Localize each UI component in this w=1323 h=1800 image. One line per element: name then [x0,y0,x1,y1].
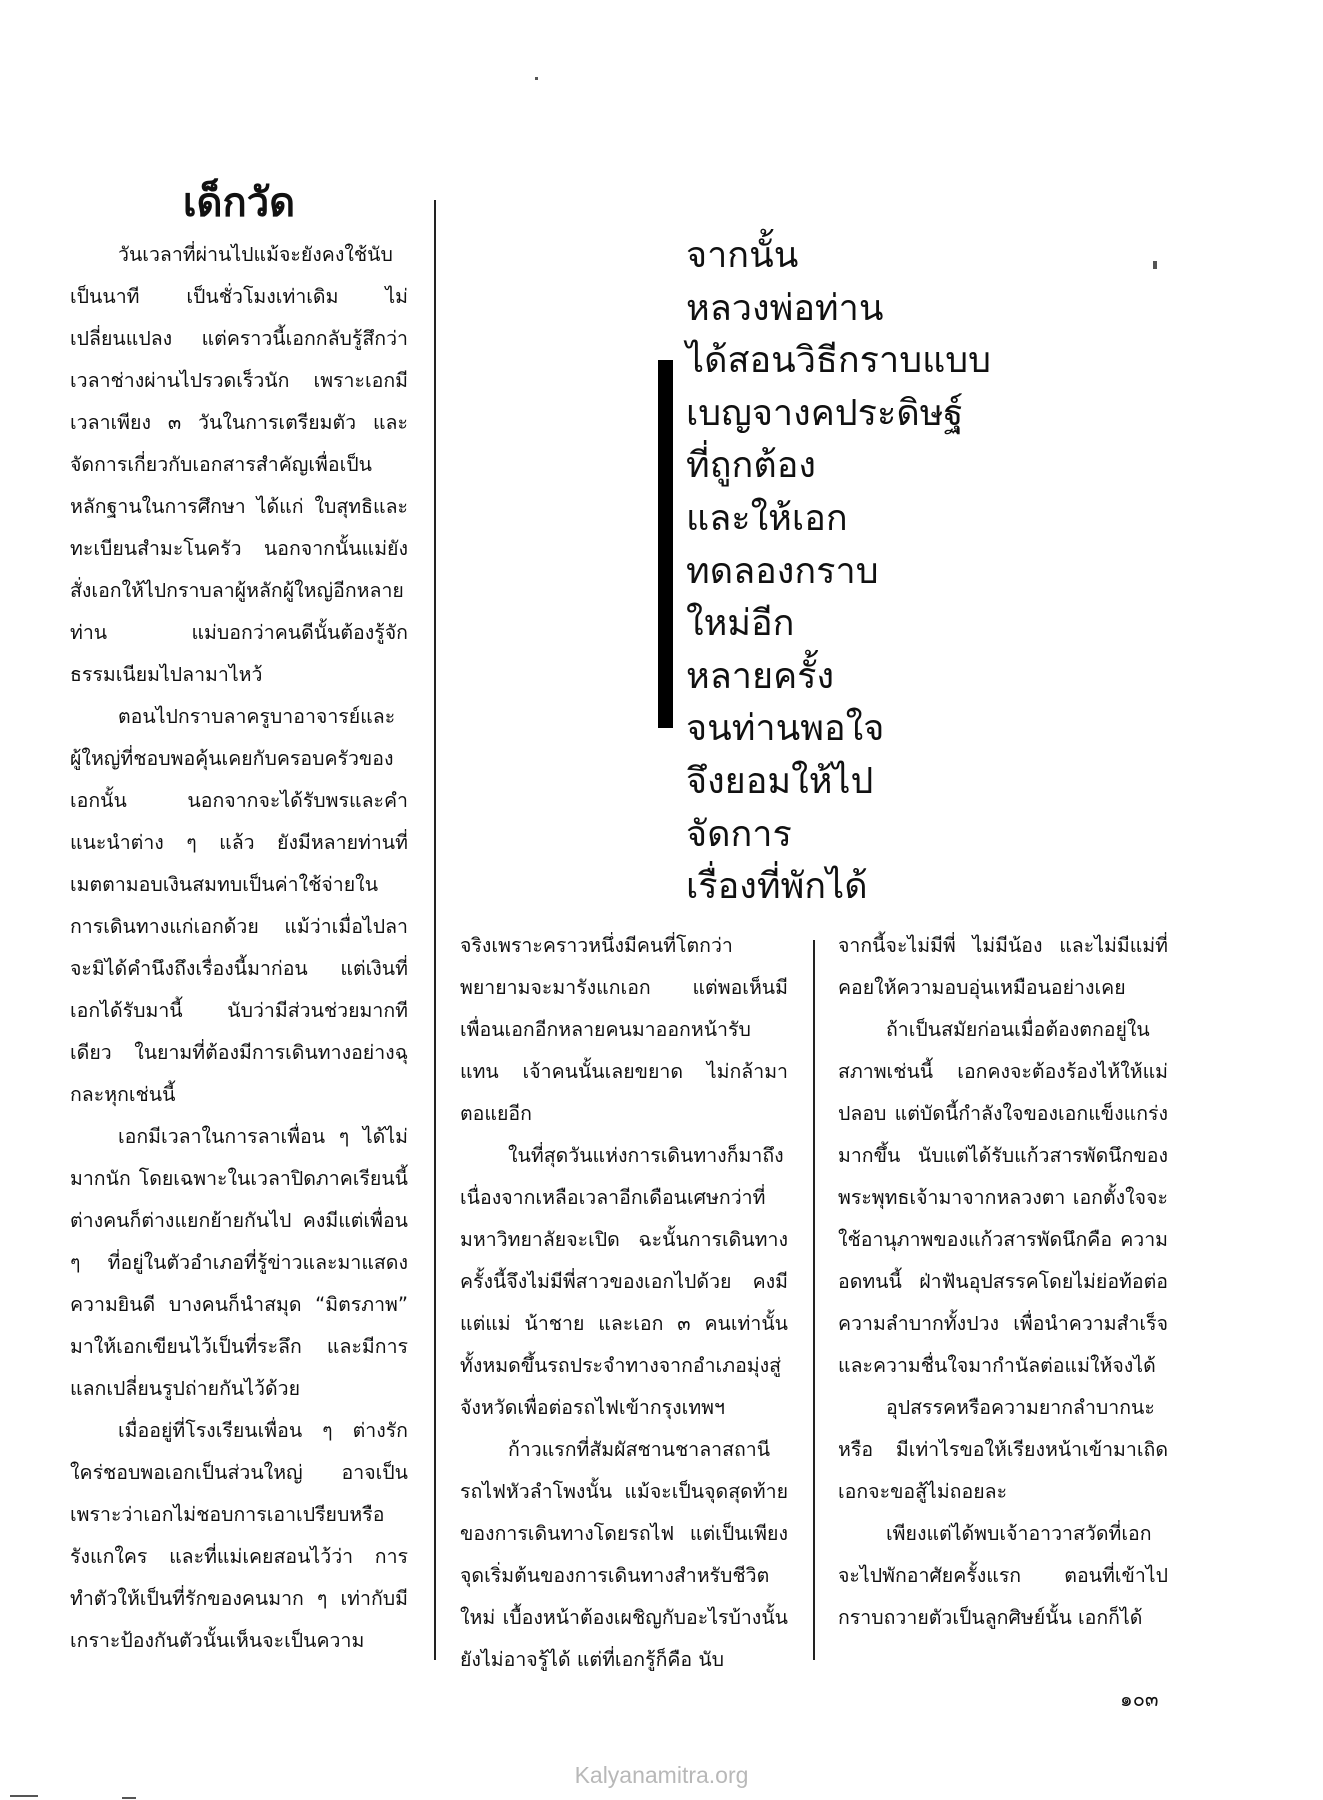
paragraph: เมื่ออยู่ที่โรงเรียนเพื่อน ๆ ต่างรักใคร่ชอบพอเอกเป็นส่วนใหญ่ อาจเป็นเพราะว่าเอกไม่ชอบการเอาเปรียบหรือรังแกใคร และที่แม่เคยสอนไว้ว่า การทำตัวให้เป็นที่รักของคนมาก ๆ เท่ากับมีเกราะป้องกันตัวนั้นเห็นจะเป็นความ [70,1419,408,1652]
pull-quote-line: หลายครั้ง [686,655,835,697]
watermark: Kalyanamitra.org [574,1762,749,1788]
pull-quote-line: ใหม่อีก [686,603,795,645]
pull-quote-line: เรื่องที่พักได้ [686,866,868,908]
scan-speck [122,1797,136,1799]
column-divider [434,200,436,1660]
paragraph: วันเวลาที่ผ่านไปแม้จะยังคงใช้นับเป็นนาที เป็นชั่วโมงเท่าเดิม ไม่เปลี่ยนแปลง แต่คราวนี้เอกกลับรู้สึกว่าเวลาช่างผ่านไปรวดเร็วนัก เพราะเอกมีเวลาเพียง ๓ วันในการเตรียมตัว และจัดการเกี่ยวกับเอกสารสำคัญเพื่อเป็นหลักฐานในการศึกษา ได้แก่ ใบสุทธิและทะเบียนสำมะโนครัว นอกจากนั้นแม่ยังสั่งเอกให้ไปกราบลาผู้หลักผู้ใหญ่อีกหลายท่าน แม่บอกว่าคนดีนั้นต้องรู้จักธรรมเนียมไปลามาไหว้ [70,243,408,686]
paragraph: ตอนไปกราบลาครูบาอาจารย์และผู้ใหญ่ที่ชอบพอคุ้นเคยกับครอบครัวของเอกนั้น นอกจากจะได้รับพรและคำแนะนำต่าง ๆ แล้ว ยังมีหลายท่านที่เมตตามอบเงินสมทบเป็นค่าใช้จ่ายในการเดินทางแก่เอกด้วย แม้ว่าเมื่อไปลาจะมิได้คำนึงถึงเรื่องนี้มาก่อน แต่เงินที่เอกได้รับมานี้ นับว่ามีส่วนช่วยมากทีเดียว ในยามที่ต้องมีการเดินทางอย่างฉุกละหุกเช่นนี้ [70,705,408,1106]
pull-quote-line: หลวงพ่อท่าน [686,287,884,329]
pull-quote-line: ทดลองกราบ [686,550,879,592]
pull-quote-line: จากนั้น [686,235,799,276]
text-column-1 [70,234,408,1662]
paragraph: ถ้าเป็นสมัยก่อนเมื่อต้องตกอยู่ในสภาพเช่นนี้ เอกคงจะต้องร้องไห้ให้แม่ปลอบ แต่บัดนี้กำลังใจของเอกแข็งแกร่งมากขึ้น นับแต่ได้รับแก้วสารพัดนึกของพระพุทธเจ้ามาจากหลวงตา เอกตั้งใจจะใช้อานุภาพของแก้วสารพัดนึกคือ ความอดทนนี้ ฝ่าฟันอุปสรรคโดยไม่ย่อท้อต่อความลำบากทั้งปวง เพื่อนำความสำเร็จและความชื่นใจมากำนัลต่อแม่ให้จงได้ [838,1018,1168,1377]
pull-quote-bar [658,360,673,728]
paragraph: ในที่สุดวันแห่งการเดินทางก็มาถึง เนื่องจากเหลือเวลาอีกเดือนเศษกว่าที่มหาวิทยาลัยจะเปิด ฉะนั้นการเดินทางครั้งนี้จึงไม่มีพี่สาวของเอกไปด้วย คงมีแต่แม่ น้าชาย และเอก ๓ คนเท่านั้น ทั้งหมดขึ้นรถประจำทางจากอำเภอมุ่งสู่จังหวัดเพื่อต่อรถไฟเข้ากรุงเทพฯ [460,1144,788,1419]
pull-quote-line: จัดการ [686,813,792,855]
pull-quote-line: จนท่านพอใจ [686,708,885,750]
pull-quote [686,230,991,914]
scan-speck [535,77,538,80]
paragraph: ก้าวแรกที่สัมผัสชานชาลาสถานีรถไฟหัวลำโพงนั้น แม้จะเป็นจุดสุดท้ายของการเดินทางโดยรถไฟ แต่เป็นเพียงจุดเริ่มต้นของการเดินทางสำหรับชีวิตใหม่ เบื้องหน้าต้องเผชิญกับอะไรบ้างนั้นยังไม่อาจรู้ได้ แต่ที่เอกรู้ก็คือ นับ [460,1438,788,1671]
article-title: เด็กวัด [182,180,296,226]
scan-speck [1153,261,1157,269]
pull-quote-line: ที่ถูกต้อง [686,445,816,487]
scan-speck [10,1795,38,1797]
pull-quote-line: เบญจางคประดิษฐ์ [686,392,964,434]
paragraph: อุปสรรคหรือความยากลำบากนะหรือ มีเท่าไรขอให้เรียงหน้าเข้ามาเถิด เอกจะขอสู้ไม่ถอยละ [838,1396,1168,1503]
page-number: ๑๐๓ [1120,1687,1159,1711]
text-column-3 [838,925,1168,1639]
paragraph: เพียงแต่ได้พบเจ้าอาวาสวัดที่เอกจะไปพักอาศัยครั้งแรก ตอนที่เข้าไปกราบถวายตัวเป็นลูกศิษย์นั้น เอกก็ได้ [838,1522,1168,1629]
column-divider [813,940,815,1660]
paragraph: จากนี้จะไม่มีพี่ ไม่มีน้อง และไม่มีแม่ที่คอยให้ความอบอุ่นเหมือนอย่างเคย [838,934,1168,999]
pull-quote-line: จึงยอมให้ไป [686,760,874,802]
text-column-2 [460,925,788,1681]
pull-quote-line: และให้เอก [686,497,848,539]
pull-quote-line: ได้สอนวิธีกราบแบบ [686,340,991,382]
paragraph: เอกมีเวลาในการลาเพื่อน ๆ ได้ไม่มากนัก โดยเฉพาะในเวลาปิดภาคเรียนนี้ ต่างคนก็ต่างแยกย้ายกันไป คงมีแต่เพื่อน ๆ ที่อยู่ในตัวอำเภอที่รู้ข่าวและมาแสดงความยินดี บางคนก็นำสมุด “มิตรภาพ” มาให้เอกเขียนไว้เป็นที่ระลึก และมีการแลกเปลี่ยนรูปถ่ายกันไว้ด้วย [70,1125,408,1400]
paragraph: จริงเพราะคราวหนึ่งมีคนที่โตกว่าพยายามจะมารังแกเอก แต่พอเห็นมีเพื่อนเอกอีกหลายคนมาออกหน้ารับแทน เจ้าคนนั้นเลยขยาด ไม่กล้ามาตอแยอีก [460,934,788,1125]
